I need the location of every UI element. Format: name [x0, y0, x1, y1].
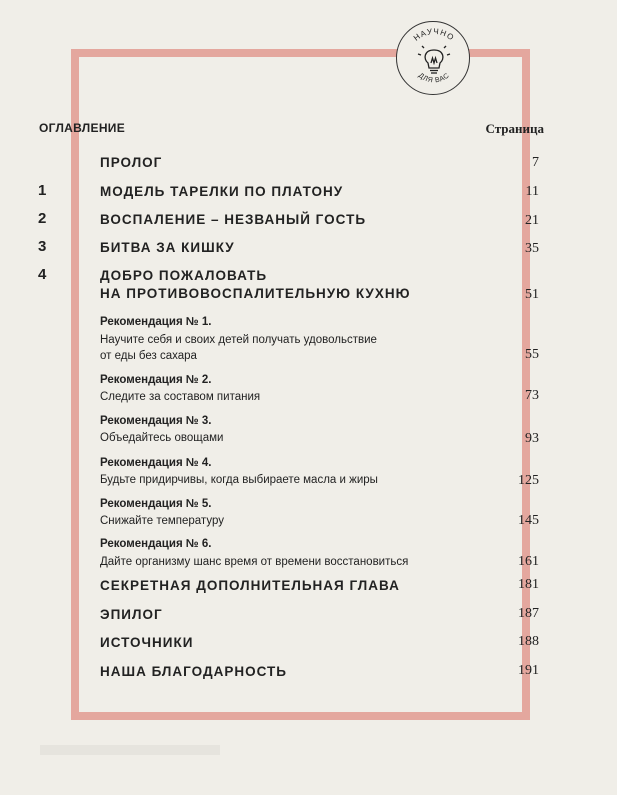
entry-page: 93	[525, 431, 539, 446]
entry-title: ВОСПАЛЕНИЕ – НЕЗВАНЫЙ ГОСТЬ	[100, 212, 367, 227]
entry-title: НАША БЛАГОДАРНОСТЬ	[100, 664, 287, 679]
entry-page: 11	[525, 184, 539, 199]
recommendation-label: Рекомендация № 5.	[100, 498, 212, 510]
chapter-number: 2	[38, 210, 47, 227]
entry-title: МОДЕЛЬ ТАРЕЛКИ ПО ПЛАТОНУ	[100, 184, 344, 199]
recommendation-label: Рекомендация № 6.	[100, 538, 212, 550]
entry-title: СЕКРЕТНАЯ ДОПОЛНИТЕЛЬНАЯ ГЛАВА	[100, 578, 400, 593]
entry-page: 145	[518, 513, 539, 528]
entry-page: 188	[518, 634, 539, 649]
recommendation-text-line2: от еды без сахара	[100, 350, 197, 362]
entry-title: БИТВА ЗА КИШКУ	[100, 240, 235, 255]
entry-page: 161	[518, 554, 539, 569]
entry-page: 125	[518, 473, 539, 488]
recommendation-text-line1: Научите себя и своих детей получать удовольствие	[100, 334, 377, 346]
entry-title-line2: НА ПРОТИВОВОСПАЛИТЕЛЬНУЮ КУХНЮ	[100, 286, 411, 301]
badge-top-text: НАУЧНО	[411, 26, 457, 43]
entry-page: 21	[525, 213, 539, 228]
entry-page: 51	[525, 287, 539, 302]
recommendation-label: Рекомендация № 3.	[100, 415, 212, 427]
entry-page: 73	[525, 388, 539, 403]
recommendation-text: Будьте придирчивы, когда выбираете масла и жиры	[100, 474, 378, 486]
recommendation-text: Снижайте температуру	[100, 515, 224, 527]
entry-page: 7	[532, 155, 539, 170]
badge-bottom-text: ДЛЯ ВАС	[416, 72, 452, 85]
chapter-number: 1	[38, 182, 47, 199]
recommendation-label: Рекомендация № 4.	[100, 457, 212, 469]
entry-page: 187	[518, 606, 539, 621]
contents-heading: ОГЛАВЛЕНИЕ	[39, 121, 126, 135]
chapter-number: 3	[38, 238, 47, 255]
entry-title: ПРОЛОГ	[100, 155, 163, 170]
lightbulb-icon	[418, 46, 450, 73]
entry-page: 191	[518, 663, 539, 678]
entry-title-line1: ДОБРО ПОЖАЛОВАТЬ	[100, 268, 268, 283]
recommendation-text: Объедайтесь овощами	[100, 432, 224, 444]
entry-page: 181	[518, 577, 539, 592]
page-column-heading: Страница	[485, 121, 544, 136]
entry-title: ЭПИЛОГ	[100, 607, 163, 622]
recommendation-text: Следите за составом питания	[100, 391, 261, 403]
science-badge	[396, 21, 470, 95]
entry-page: 55	[525, 347, 539, 362]
svg-text:ДЛЯ ВАС	[417, 72, 451, 84]
svg-text:НАУЧНО	[412, 27, 456, 43]
recommendation-label: Рекомендация № 2.	[100, 374, 212, 386]
recommendation-label: Рекомендация № 1.	[100, 316, 212, 328]
chapter-number: 4	[38, 266, 47, 283]
entry-title: ИСТОЧНИКИ	[100, 635, 194, 650]
page-footer-shade	[40, 745, 220, 755]
recommendation-text: Дайте организму шанс время от времени восстановиться	[100, 556, 409, 568]
entry-page: 35	[525, 241, 539, 256]
